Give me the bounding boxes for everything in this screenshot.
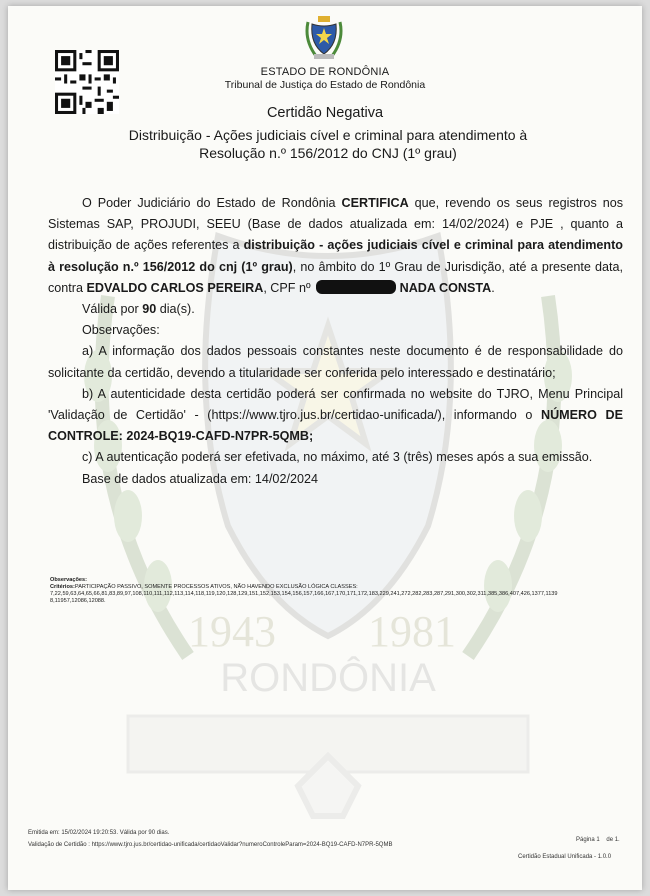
document-title: Certidão Negativa — [266, 105, 384, 121]
court-name: Tribunal de Justiça do Estado de Rondônia — [224, 79, 426, 91]
watermark-year-right: 1981 — [368, 607, 456, 656]
person-name: EDVALDO CARLOS PEREIRA — [86, 280, 264, 295]
criteria-text: PARTICIPAÇÃO PASSIVO, SOMENTE PROCESSOS ATIVOS, NÃO HAVENDO EXCLUSÃO LÓGICA CLASSES: — [74, 584, 358, 590]
notes-block — [50, 577, 610, 605]
issued-at: Emitida em: 15/02/2024 19:20:53. Válida por 90 dias. — [28, 830, 170, 836]
class-codes: 7,22,59,63,64,65,66,81,83,89,97,108,110,111,112,113,114,118,119,120,128,129,151,152,153,154,156,157,166,167,170,171,172,183,229,241,272,282,283,287,291,300,302,311,385,386,407,426,1377,1139 8,11957,12086,12088. — [50, 591, 558, 604]
state-name: ESTADO DE RONDÔNIA — [260, 66, 390, 78]
criteria-label: Critérios: — [50, 584, 75, 590]
watermark-year-left: 1943 — [188, 607, 276, 656]
document-subtitle: Distribuição - Ações judiciais cível e criminal para atendimento à Resolução n.º 156/2012 do CNJ (1º grau) — [128, 127, 528, 161]
database-date: Base de dados atualizada em: 14/02/2024 — [82, 471, 318, 486]
system-version: Certidão Estadual Unificada - 1.0.0 — [518, 854, 612, 860]
certification-paragraph: O Poder Judiciário do Estado de Rondônia CERTIFICA que, revendo os seus registros nos Sistemas SAP, PROJUDI, SEEU (Base de dados atualizada em: 14/02/2024) e PJE , quanto a distribuição de ações referentes a distribuição - ações judiciais cível e criminal para atendimento à resolução n.º 156/2012 do cnj (1º grau), no âmbito do 1º Grau de Jurisdição, até a presente data, contra EDVALDO CARLOS PEREIRA, CPF nº NADA CONSTA. — [48, 196, 624, 295]
certificate-page — [8, 6, 642, 890]
observations-label: Observações: — [82, 323, 160, 338]
page-number: Página 1 de 1. — [576, 837, 620, 843]
observation-b: b) A autenticidade desta certidão poderá ser confirmada no website do TJRO, Menu Principal 'Validação de Certidão' - (https://www.tjro.jus.br/certidao-unificada/), informando o NÚMERO DE CONTROLE: 2024-BQ19-CAFD-N7PR-5QMB; — [48, 386, 624, 444]
observation-a: a) A informação dos dados pessoais constantes neste documento é de responsabilidade do solicitante da certidão, devendo a titularidade ser conferida pelo interessado e destinatário; — [48, 344, 623, 380]
result-nada-consta: NADA CONSTA — [399, 280, 492, 295]
state-crest-icon — [304, 14, 344, 62]
validation-url: Validação de Certidão : https://www.tjro.jus.br/certidao-unificada/certidaoValidar?numeroControleParam=2024-BQ19-CAFD-N7PR-5QMB — [28, 842, 393, 848]
notes-label: Observações: — [50, 577, 88, 583]
control-number: NÚMERO DE CONTROLE: 2024-BQ19-CAFD-N7PR-5QMB; — [48, 408, 624, 444]
watermark-name: RONDÔNIA — [220, 656, 436, 700]
validity-line: Válida por 90 dia(s). — [82, 302, 195, 317]
observation-c: c) A autenticação poderá ser efetivada, no máximo, até 3 (três) meses após a sua emissão. — [82, 450, 593, 465]
redacted-cpf — [316, 280, 396, 294]
certificate-body — [48, 193, 623, 490]
